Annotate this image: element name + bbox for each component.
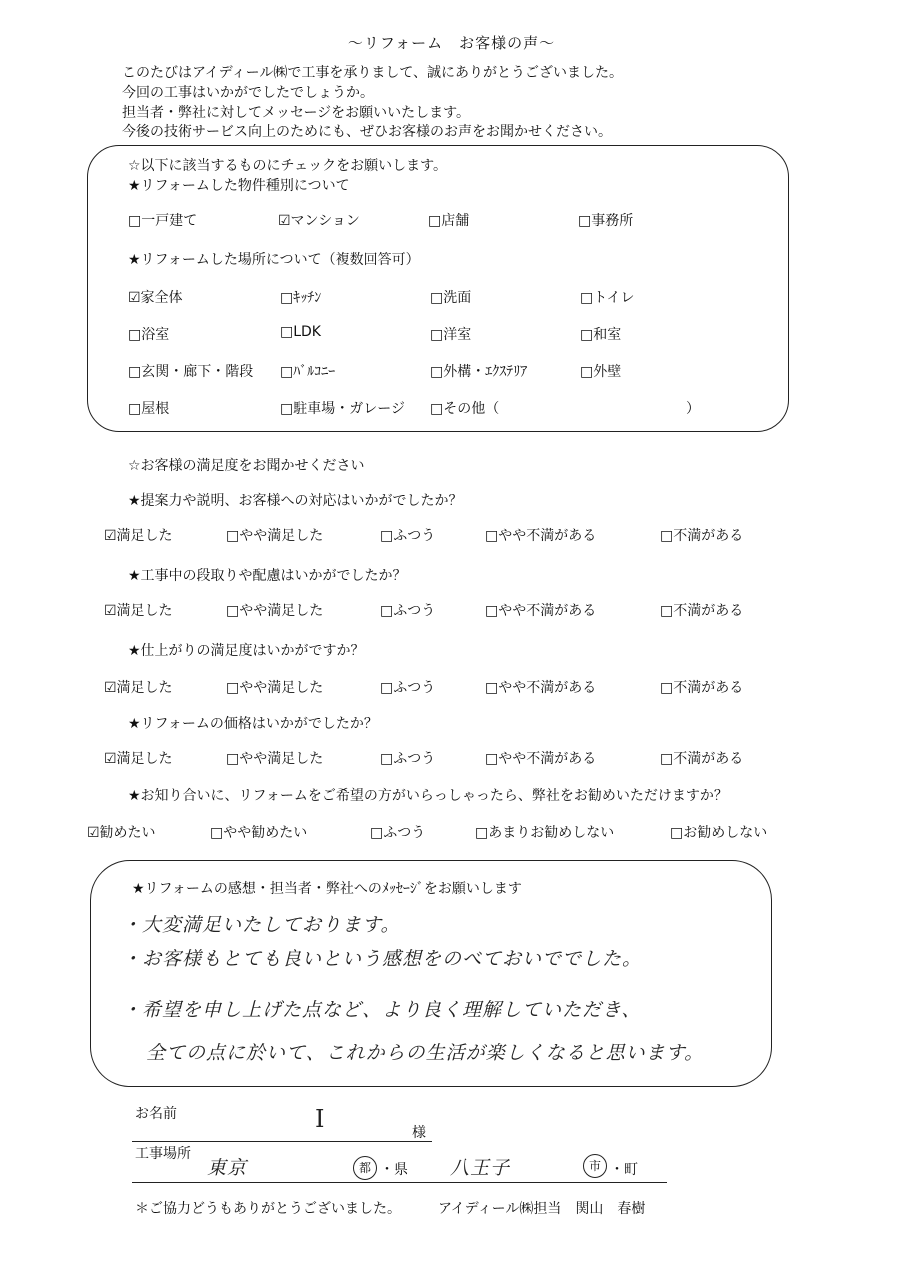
option-mansion[interactable]: ☑マンション (278, 213, 360, 229)
option-washroom[interactable]: □洗面 (430, 290, 472, 306)
message-line-3: ・希望を申し上げた点など、より良く理解していただき、 (122, 999, 642, 1021)
q3-option-dissatisfied[interactable]: □不満がある (660, 680, 744, 696)
check-instruction: ☆以下に該当するものにチェックをお願いします。 (128, 158, 448, 174)
option-ldk[interactable]: □LDK (280, 324, 321, 340)
name-value: I (315, 1105, 326, 1133)
q1-option-satisfied[interactable]: ☑満足した (104, 528, 173, 544)
q2-option-somewhat-dissatisfied[interactable]: □やや不満がある (485, 603, 597, 619)
satisfaction-heading: ☆お客様の満足度をお聞かせください (128, 458, 365, 474)
q5-option-not-really[interactable]: □あまりお勧めしない (475, 825, 615, 841)
q2-option-somewhat-satisfied[interactable]: □やや満足した (226, 603, 324, 619)
q3-option-somewhat-dissatisfied[interactable]: □やや不満がある (485, 680, 597, 696)
site-label: 工事場所 (135, 1146, 191, 1162)
option-other-close: ） (686, 401, 700, 417)
option-whole-house[interactable]: ☑家全体 (128, 290, 183, 306)
option-store[interactable]: □店舗 (428, 213, 470, 229)
question-finish: ★仕上がりの満足度はいかがですか？ (128, 643, 365, 659)
property-question: ★リフォームした物件種別について (128, 178, 350, 194)
ken-label: ・県 (380, 1162, 408, 1178)
place-question: ★リフォームした場所について（複数回答可） (128, 252, 420, 268)
intro-line-1: このたびはアイディール㈱で工事を承りまして、誠にありがとうございました。 (122, 65, 624, 81)
message-prompt: ★リフォームの感想・担当者・弊社へのﾒｯｾｰｼﾞをお願いします (132, 881, 522, 897)
intro-line-3: 担当者・弊社に対してメッセージをお願いいたします。 (122, 105, 471, 121)
q2-option-normal[interactable]: □ふつう (380, 603, 436, 619)
q4-option-normal[interactable]: □ふつう (380, 751, 436, 767)
q4-option-somewhat-satisfied[interactable]: □やや満足した (226, 751, 324, 767)
option-balcony[interactable]: □ﾊﾞﾙｺﾆｰ (280, 364, 336, 380)
name-label: お名前 (135, 1106, 177, 1122)
question-arrangement: ★工事中の段取りや配慮はいかがでしたか？ (128, 568, 407, 584)
option-detached-house[interactable]: □一戸建て (128, 213, 198, 229)
message-line-4: 全ての点に於いて、これからの生活が楽しくなると思います。 (146, 1042, 705, 1064)
site-underline (132, 1182, 667, 1183)
option-toilet[interactable]: □トイレ (580, 290, 635, 306)
q4-option-dissatisfied[interactable]: □不満がある (660, 751, 744, 767)
cho-label: ・町 (610, 1162, 638, 1178)
q1-option-dissatisfied[interactable]: □不満がある (660, 528, 744, 544)
option-outer-wall[interactable]: □外壁 (580, 364, 622, 380)
intro-line-2: 今回の工事はいかがでしたでしょうか。 (122, 85, 374, 101)
option-entrance-hall-stairs[interactable]: □玄関・廊下・階段 (128, 364, 254, 380)
option-western-room[interactable]: □洋室 (430, 327, 472, 343)
message-line-1: ・大変満足いたしております。 (122, 914, 401, 936)
staff-name: アイディール㈱担当 関山 春樹 (438, 1201, 646, 1217)
question-price: ★リフォームの価格はいかがでしたか？ (128, 716, 378, 732)
message-line-2: ・お客様もとても良いという感想をのべておいででした。 (122, 948, 643, 970)
name-honorific: 様 (412, 1125, 426, 1141)
shi-circled: 市 (583, 1154, 607, 1178)
option-exterior[interactable]: □外構・ｴｸｽﾃﾘｱ (430, 364, 528, 380)
q3-option-somewhat-satisfied[interactable]: □やや満足した (226, 680, 324, 696)
option-kitchen[interactable]: □ｷｯﾁﾝ (280, 290, 322, 306)
thanks-note: ＊ご協力どうもありがとうございました。 (135, 1201, 401, 1217)
option-bathroom[interactable]: □浴室 (128, 327, 170, 343)
intro-line-4: 今後の技術サービス向上のためにも、ぜひお客様のお声をお聞かせください。 (122, 124, 612, 140)
to-circled: 都 (353, 1156, 377, 1180)
q5-option-normal[interactable]: □ふつう (370, 825, 426, 841)
q3-option-satisfied[interactable]: ☑満足した (104, 680, 173, 696)
q5-option-not-recommend[interactable]: □お勧めしない (670, 825, 768, 841)
name-underline (132, 1141, 432, 1142)
option-office[interactable]: □事務所 (578, 213, 634, 229)
q1-option-somewhat-dissatisfied[interactable]: □やや不満がある (485, 528, 597, 544)
q2-option-satisfied[interactable]: ☑満足した (104, 603, 173, 619)
page-title: ～リフォーム お客様の声～ (347, 34, 556, 52)
q1-option-normal[interactable]: □ふつう (380, 528, 436, 544)
site-city: 八王子 (450, 1157, 511, 1179)
q2-option-dissatisfied[interactable]: □不満がある (660, 603, 744, 619)
question-proposal: ★提案力や説明、お客様への対応はいかがでしたか？ (128, 493, 463, 509)
q5-option-somewhat-recommend[interactable]: □やや勧めたい (210, 825, 308, 841)
q4-option-satisfied[interactable]: ☑満足した (104, 751, 173, 767)
q3-option-normal[interactable]: □ふつう (380, 680, 436, 696)
site-prefecture: 東京 (207, 1157, 248, 1179)
option-japanese-room[interactable]: □和室 (580, 327, 622, 343)
option-roof[interactable]: □屋根 (128, 401, 170, 417)
q1-option-somewhat-satisfied[interactable]: □やや満足した (226, 528, 324, 544)
q4-option-somewhat-dissatisfied[interactable]: □やや不満がある (485, 751, 597, 767)
option-parking-garage[interactable]: □駐車場・ガレージ (280, 401, 405, 417)
question-recommend: ★お知り合いに、リフォームをご希望の方がいらっしゃったら、弊社をお勧めいただけますか？ (128, 788, 728, 804)
q5-option-recommend[interactable]: ☑勧めたい (87, 825, 156, 841)
option-other[interactable]: □その他（ (430, 401, 500, 417)
